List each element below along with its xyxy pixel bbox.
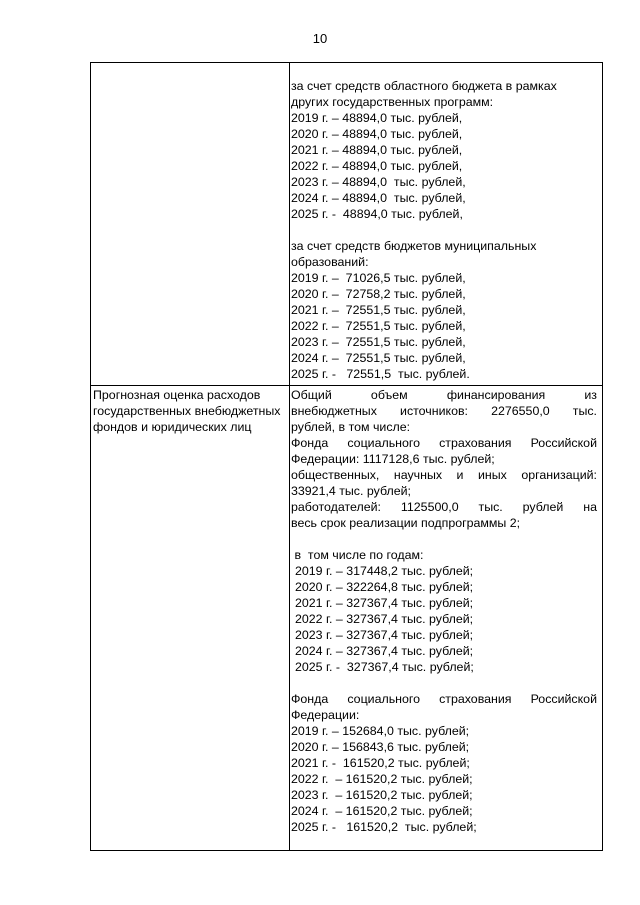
text-line: 2024 г. – 48894,0 тыс. рублей, [291, 191, 466, 205]
fund-header: Федерации: [291, 708, 360, 722]
year-line: 2019 г. – 317448,2 тыс. рублей; [295, 564, 474, 578]
row-label-cell: Прогнозная оценка расходов государственных внебюджетных фондов и юридических лиц [93, 388, 281, 434]
years-header: в том числе по годам: [291, 548, 424, 562]
year-line: 2025 г. - 161520,2 тыс. рублей; [291, 820, 477, 834]
text-line: 33921,4 тыс. рублей; [291, 484, 412, 498]
text-line: 2024 г. – 72551,5 тыс. рублей, [291, 351, 466, 365]
text-line: 2019 г. – 48894,0 тыс. рублей, [291, 111, 463, 125]
column-divider [289, 63, 290, 850]
year-line: 2023 г. – 161520,2 тыс. рублей; [291, 788, 473, 802]
row-divider [91, 385, 602, 386]
page-number: 10 [312, 31, 328, 46]
text-line: 2020 г. – 48894,0 тыс. рублей, [291, 127, 463, 141]
text-line: рублей, в том числе: [291, 420, 411, 434]
summary-block [291, 387, 597, 531]
year-line: 2020 г. – 156843,6 тыс. рублей; [291, 740, 470, 754]
text-line: работодателей: 1125500,0 тыс. рублей на [291, 500, 597, 514]
year-line: 2020 г. – 322264,8 тыс. рублей; [295, 580, 474, 594]
text-line: общественных, научных и иных организаций: [291, 468, 597, 482]
text-line: Фонда социального страхования Российской [291, 436, 597, 450]
text-line: 2025 г. - 72551,5 тыс. рублей. [291, 367, 470, 381]
text-line: образований: [291, 255, 369, 269]
text-line: 2021 г. – 48894,0 тыс. рублей, [291, 143, 463, 157]
year-line: 2025 г. - 327367,4 тыс. рублей; [295, 660, 474, 674]
year-line: 2021 г. - 161520,2 тыс. рублей; [291, 756, 470, 770]
year-line: 2023 г. – 327367,4 тыс. рублей; [295, 628, 474, 642]
text-line: внебюджетных источников: 2276550,0 тыс. [291, 404, 597, 418]
year-line: 2022 г. – 327367,4 тыс. рублей; [295, 612, 474, 626]
text-line: 2022 г. – 48894,0 тыс. рублей, [291, 159, 463, 173]
text-line: Общий объем финансирования из [291, 388, 597, 402]
text-line: других государственных программ: [291, 95, 494, 109]
fund-years-list [291, 723, 597, 835]
text-line: 2023 г. – 48894,0 тыс. рублей, [291, 175, 466, 189]
text-line: за счет средств областного бюджета в рамках [291, 79, 557, 93]
year-line: 2021 г. – 327367,4 тыс. рублей; [295, 596, 474, 610]
text-line: 2019 г. – 71026,5 тыс. рублей, [291, 271, 466, 285]
extrabudgetary-funding-cell [291, 387, 597, 835]
spacer [291, 222, 599, 238]
text-line: 2020 г. – 72758,2 тыс. рублей, [291, 287, 466, 301]
text-line: Федерации: 1117128,6 тыс. рублей; [291, 452, 495, 466]
text-line: 2022 г. – 72551,5 тыс. рублей, [291, 319, 466, 333]
program-table [90, 62, 603, 851]
text-line: 2021 г. – 72551,5 тыс. рублей, [291, 303, 466, 317]
year-line: 2024 г. – 161520,2 тыс. рублей; [291, 804, 473, 818]
text-line: весь срок реализации подпрограммы 2; [291, 516, 521, 530]
text-line: за счет средств бюджетов муниципальных [291, 239, 537, 253]
text-line: 2023 г. – 72551,5 тыс. рублей, [291, 335, 466, 349]
year-line: 2024 г. – 327367,4 тыс. рублей; [295, 644, 474, 658]
years-list [291, 563, 597, 675]
year-line: 2022 г. – 161520,2 тыс. рублей; [291, 772, 473, 786]
funding-sources-cell [291, 78, 599, 382]
spacer [291, 531, 597, 547]
spacer [291, 675, 597, 691]
text-line: 2025 г. - 48894,0 тыс. рублей, [291, 207, 463, 221]
fund-header: Фонда социального страхования Российской [291, 692, 597, 706]
year-line: 2019 г. – 152684,0 тыс. рублей; [291, 724, 470, 738]
